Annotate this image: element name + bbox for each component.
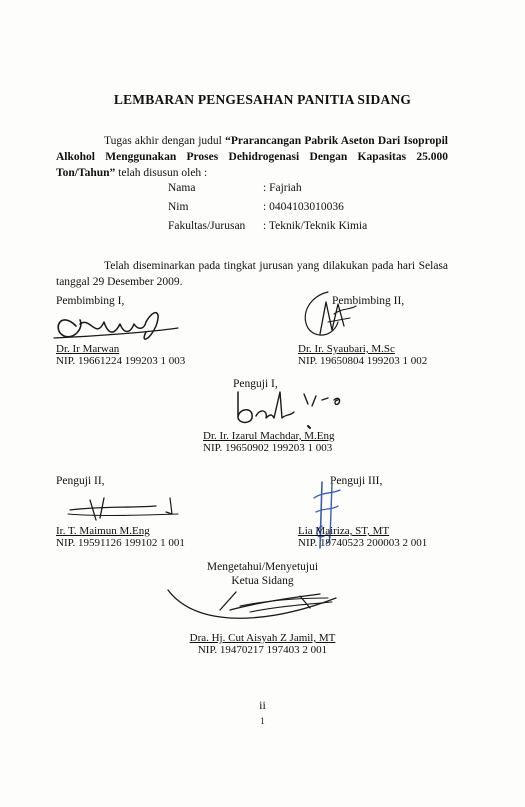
penguji1-role: Penguji I,	[233, 378, 278, 390]
student-value: : 0404103010036	[263, 201, 344, 213]
ketua-role-line1: Mengetahui/Menyetujui	[206, 561, 319, 573]
penguji3-name: Lia Mairiza, ST, MT	[298, 525, 390, 537]
thesis-title: “Prarancangan Pabrik Aseton Dari Isopropil Alkohol Menggunakan Proses Dehidrogenasi Dengan Kapasitas 25.000 Ton/Tahun”	[56, 135, 448, 179]
intro-tail: telah disusun oleh :	[115, 167, 208, 179]
pembimbing2-role: Pembimbing II,	[332, 295, 405, 307]
pembimbing2-name: Dr. Ir. Syaubari, M.Sc	[298, 343, 395, 355]
penguji1-name: Dr. Ir. Izarul Machdar, M.Eng	[203, 430, 335, 442]
pembimbing1-nip: NIP. 19661224 199203 1 003	[56, 355, 186, 367]
penguji1-nip: NIP. 19650902 199203 1 003	[203, 442, 333, 454]
penguji2-nip: NIP. 19591126 199102 1 001	[56, 537, 185, 549]
student-label: Nama	[168, 182, 196, 194]
student-row-faculty	[168, 220, 428, 236]
ketua-nip: NIP. 19470217 197403 2 001	[197, 644, 328, 656]
page-title: LEMBARAN PENGESAHAN PANITIA SIDANG	[113, 92, 412, 107]
pembimbing1-signature	[50, 300, 200, 348]
pembimbing2-signature	[298, 286, 368, 346]
student-value: : Teknik/Teknik Kimia	[263, 220, 368, 232]
student-value: : Fajriah	[263, 182, 302, 194]
intro-lead: Tugas akhir dengan judul	[104, 135, 226, 147]
penguji2-role: Penguji II,	[56, 475, 105, 487]
pembimbing1-role: Pembimbing I,	[56, 295, 125, 307]
student-row-nim	[168, 201, 428, 217]
intro-paragraph	[56, 133, 448, 181]
student-label: Nim	[168, 201, 189, 213]
page-number-roman: ii	[259, 698, 266, 712]
penguji2-signature	[60, 492, 190, 526]
pembimbing1-name: Dr. Ir Marwan	[56, 343, 120, 355]
ketua-role-line2: Ketua Sidang	[231, 575, 294, 587]
student-label: Fakultas/Jurusan	[168, 220, 246, 232]
pembimbing2-nip: NIP. 19650804 199203 1 002	[298, 355, 428, 367]
page-number-arabic: 1	[260, 716, 265, 726]
penguji3-role: Penguji III,	[330, 475, 383, 487]
seminar-paragraph: Telah diseminarkan pada tingkat jurusan yang dilakukan pada hari Selasa tanggal 29 Desember 2009.	[56, 260, 448, 288]
ketua-name: Dra. Hj. Cut Aisyah Z Jamil, MT	[189, 632, 336, 644]
ketua-signature	[160, 584, 350, 634]
student-row-name	[168, 182, 428, 198]
penguji3-nip: NIP. 19740523 200003 2 001	[298, 537, 428, 549]
penguji2-name: Ir. T. Maimun M.Eng	[56, 525, 150, 537]
penguji1-signature	[230, 388, 380, 430]
